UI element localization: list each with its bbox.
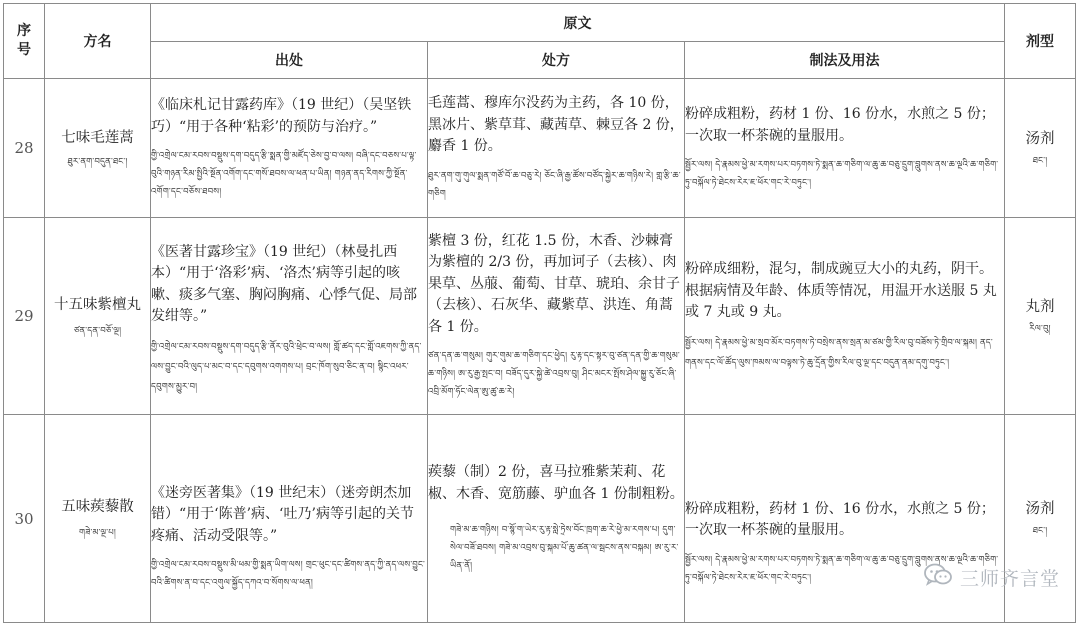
row-form-tibetan: རིལ་བུ།	[1029, 323, 1051, 334]
table-row	[4, 79, 1076, 218]
row-form-cell	[1005, 79, 1076, 218]
row-name: 十五味紫檀丸	[54, 296, 141, 313]
row-method-tibetan: སྦྱོར་ལས། དེ་རྣམས་ཕྱེ་མ་རགས་པར་བཏགས་ཏེ་སྨན་ཆ་གཅིག་ལ་ཆུ་ཆ་བཅུ་དྲུག་བླུགས་ནས་ཆ་ལྔའི་ཆ་གཅིག་ཏུ་བསྐོལ་ཏེ་ཐེངས་རེར་ཇ་ཕོར་གང་རེ་བཏུང་།	[685, 160, 999, 188]
header-seq: 序号	[4, 4, 45, 79]
row-prescription: 紫檀 3 份，红花 1.5 份，木香、沙棘膏为紫檀的 2/3 份，再加诃子（去核）、肉果草、丛菔、葡萄、甘草、琥珀、余甘子（去核）、石灰华、藏紫草、洪连、角蒿各 1 份。	[428, 232, 680, 335]
row-seq: 28	[4, 79, 45, 218]
formula-table	[3, 3, 1076, 623]
header-original: 原文	[151, 4, 1005, 42]
row-name-tibetan: ཙན་དན་བཅོ་ལྔ།	[73, 325, 122, 336]
row-prescription: 蒺藜（制）2 份，喜马拉雅紫茉莉、花椒、木香、宽筋藤、驴血各 1 份制粗粉。	[428, 464, 684, 502]
row-prescription-cell	[428, 415, 685, 623]
row-seq: 29	[4, 218, 45, 415]
row-seq: 30	[4, 415, 45, 623]
header-source: 出处	[151, 42, 428, 79]
row-prescription-tibetan: ཙན་དན་ཆ་གསུམ། གུར་གུམ་ཆ་གཅིག་དང་ཕྱེད། རུ་རྟ་དང་སྟར་བུ་ཙན་དན་གྱི་ཆ་གསུམ་ཆ་གཉིས། ཨ་རུ་རྒྱ་སྤང་བ། བཟོད་དུར་སྐྱེ་ཚེ་འབྲས་བུ། ཤིང་མངར་སྤོས་ཤེལ་སྐྱུ་རུ་ཅོང་ཞི་འབྲི་མོག་ཧོང་ལེན་ཨུ་ཚུ་ཆ་རེ།	[428, 351, 680, 398]
header-prescription: 处方	[428, 42, 685, 79]
row-source: 《临床札记甘露药库》（19 世纪）（吴坚铁巧）“用于各种‘粘彩’的预防与治疗。”	[151, 97, 412, 135]
row-method: 粉碎成粗粉，药材 1 份、16 份水，水煎之 5 份；一次取一杯茶碗的量服用。	[685, 106, 995, 144]
row-name: 七味毛莲蒿	[61, 129, 134, 146]
row-form-tibetan: ཐང་།	[1032, 526, 1048, 536]
table-row	[4, 415, 1076, 623]
watermark-text: 三师齐言堂	[959, 567, 1060, 590]
header-name: 方名	[45, 4, 151, 79]
row-name-cell	[45, 79, 151, 218]
row-source-tibetan: གྱི་འགྲེལ་ངམ་རབས་བསྡུས་དག་བདུད་རྩི་ནོར་བུའི་ཕྲེང་བ་ལས། གློ་ཚད་དང་གློ་འཇགས་ཀྱི་ནད་ལས་བྱུང་བའི་ལུད་པ་མང་བ་དང་དབུགས་འགགས་པ། བྲང་ཁོག་སུབ་ཅིང་ན་བ། སྙིང་འཕར་དབུགས་མྱུར་བ།	[151, 341, 422, 392]
row-name: 五味蒺藜散	[61, 499, 134, 515]
row-name-cell	[45, 415, 151, 623]
row-source-tibetan: གྱི་འགྲེལ་ངམ་རབས་བསྡུས་དག་བདུད་རྩི་སྨན་གྱི་མཛོད་ཅེས་བྱ་བ་ལས། བཞི་དང་བཅས་པ་ལྟ་བུའི་གཉན་རིམ་སྤྱིའི་སྔོན་འགོག་དང་གསོ་ཐབས་ལ་ཕན་པ་ཡིན། གཉན་ནད་རིགས་ཀྱི་སྔོན་འགོག་དང་བཅོས་ཐབས།	[151, 151, 417, 197]
row-method-cell	[685, 79, 1005, 218]
row-prescription-tibetan: ཐུར་ནག་གུ་གུལ་སྨན་གཙོ་བོ་ཆ་བཅུ་རེ། ཅོང་ཞི་རྒྱ་ཚོས་བཙོད་སྐྱེར་ཆ་གཉིས་རེ། གླ་རྩི་ཆ་གཅིག	[428, 170, 681, 199]
row-source-cell	[151, 218, 428, 415]
row-source-cell	[151, 79, 428, 218]
row-source: 《迷旁医著集》（19 世纪末）（迷旁朗杰加错）“用于‘陈普’病、‘吐乃’病等引起的关节疼痛、活动受限等。”	[151, 484, 414, 544]
row-form: 丸剂	[1025, 298, 1055, 315]
row-method-cell	[685, 218, 1005, 415]
row-method: 粉碎成细粉，混匀，制成豌豆大小的丸药，阴干。根据病情及年龄、体质等情况，用温开水送服 5 丸或 7 丸或 9 丸。	[685, 261, 997, 321]
row-name-tibetan: གཟེ་མ་ལྔ་པ།	[79, 528, 116, 538]
row-name-tibetan: ཐུར་ནག་བདུན་ཐང་།	[67, 156, 128, 167]
header-method: 制法及用法	[685, 42, 1005, 79]
row-prescription-tibetan: གཟེ་མ་ཆ་གཉིས། བ་སྙོ་ག་ཡེར་རུ་རྟ་སླེ་ཏྲེས་བོང་ཁྲག་ཆ་རེ་ཕྱེ་མ་རགས་པ། དུག་སེལ་བཟོ་ཐབས། གཟེ་མ་འབྲས་བུ་སྐམ་པོ་ཆུ་ཚན་ལ་སྦངས་ནས་བསྐམ། ཨ་རུ་ར་ཡིན་ནོ།	[450, 525, 679, 571]
row-method-tibetan: སྦྱོར་ལས། དེ་རྣམས་ཕྱེ་མ་སྲབ་མོར་བཏགས་ཏེ་བསྲེས་ནས་སྲན་མ་ཙམ་གྱི་རིལ་བུ་བཟོས་ཏེ་གྲིབ་ལ་སྐམ། ནད་གནས་དང་ལོ་ཚོད་ལུས་ཁམས་ལ་བལྟས་ཏེ་ཆུ་དྲོན་གྱིས་རིལ་བུ་ལྔ་དང་བདུན་ནམ་དགུ་བཏུང་།	[685, 337, 993, 368]
wechat-icon	[923, 562, 953, 592]
row-prescription-cell	[428, 79, 685, 218]
row-form-cell	[1005, 218, 1076, 415]
row-source-cell	[151, 415, 428, 623]
row-form: 汤剂	[1025, 130, 1055, 147]
table-row	[4, 218, 1076, 415]
row-form: 汤剂	[1025, 501, 1055, 517]
watermark	[923, 562, 1060, 592]
row-source-tibetan: གྱི་འགྲེལ་ངམ་རབས་བསྡུས་མི་ཕམ་གྱི་སྨན་ཡིག་ལས། གྲང་ཕུང་དང་ཚིགས་ནད་ཀྱི་ནད་ལས་བྱུང་བའི་ཚིགས་ན་བ་དང་འགུལ་སྐྱོད་དཀའ་བ་སོགས་ལ་ཕན།	[151, 560, 426, 589]
row-form-tibetan: ཐང་།	[1032, 155, 1048, 166]
header-form: 剂型	[1005, 4, 1076, 79]
row-method-tibetan: སྦྱོར་ལས། དེ་རྣམས་ཕྱེ་མ་རགས་པར་བཏགས་ཏེ་སྨན་ཆ་གཅིག་ལ་ཆུ་ཆ་བཅུ་དྲུག་བླུགས་ནས་ཆ་ལྔའི་ཆ་གཅིག་ཏུ་བསྐོལ་ཏེ་ཐེངས་རེར་ཇ་ཕོར་གང་རེ་བཏུང་།	[685, 554, 999, 583]
row-prescription-cell	[428, 218, 685, 415]
row-prescription: 毛莲蒿、穆库尔没药为主药，各 10 份，黑冰片、紫草茸、藏茜草、棘豆各 2 份，麝香 1 份。	[428, 95, 684, 155]
row-name-cell	[45, 218, 151, 415]
row-source: 《医著甘露珍宝》（19 世纪）（林曼扎西本）“用于‘洛彩’病、‘洛杰’病等引起的咳嗽、痰多气塞、胸闷胸痛、心悸气促、局部发绀等。”	[151, 243, 417, 324]
row-method: 粉碎成粗粉，药材 1 份、16 份水，水煎之 5 份；一次取一杯茶碗的量服用。	[685, 500, 995, 538]
